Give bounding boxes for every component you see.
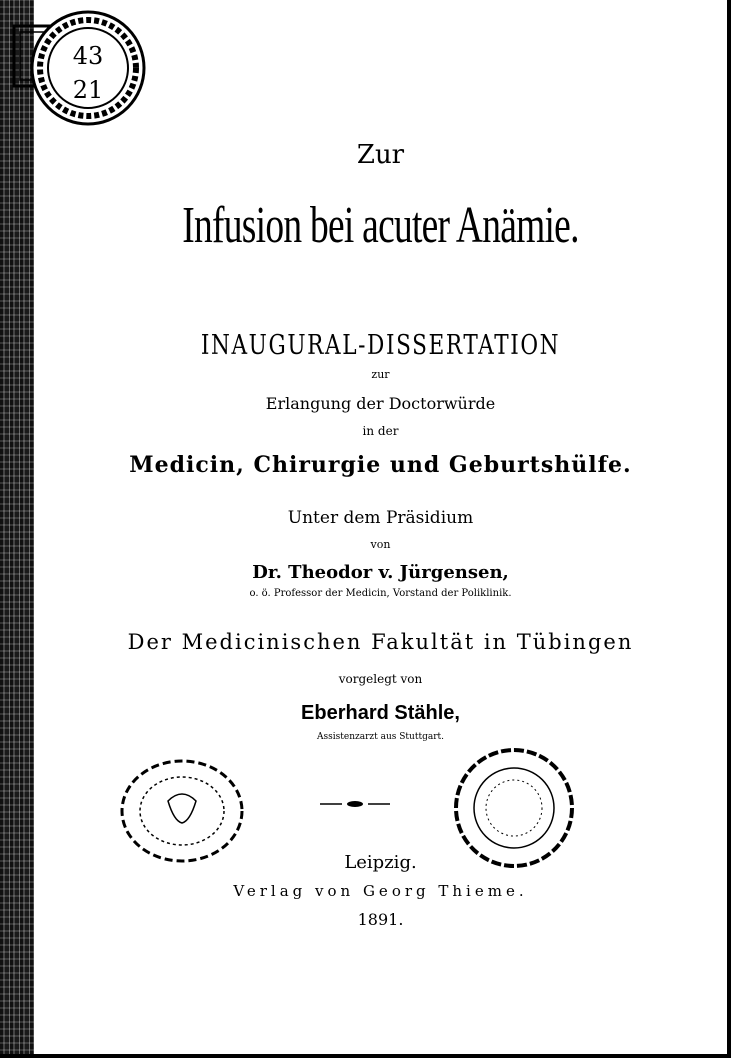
book-spine (0, 0, 34, 1058)
place: Leipzig. (344, 852, 417, 873)
title-prefix: Zur (356, 140, 405, 170)
zur-lower: zur (371, 368, 390, 381)
publisher: Verlag von Georg Thieme. (233, 882, 528, 900)
faculties-line: Medicin, Chirurgie und Geburtshülfe. (129, 452, 632, 478)
main-title: Infusion bei acuter Anämie. (182, 197, 579, 254)
president-title: o. ö. Professor der Medicin, Vorstand der Poliklinik. (249, 588, 512, 599)
stamp-number-top: 43 (72, 42, 104, 70)
president-name: Dr. Theodor v. Jürgensen, (252, 562, 509, 583)
unter-line: Unter dem Präsidium (287, 508, 474, 528)
von-line: von (370, 538, 391, 551)
faculty-line: Der Medicinischen Fakultät in Tübingen (127, 630, 634, 654)
dissertation-heading: INAUGURAL-DISSERTATION (200, 330, 561, 361)
page-edge-bottom (0, 1054, 731, 1058)
erlangung-line: Erlangung der Doctorwürde (265, 394, 496, 413)
page-edge-right (727, 0, 731, 1058)
year: 1891. (357, 910, 404, 929)
ornament-divider (320, 794, 390, 813)
vorgelegt-line: vorgelegt von (338, 672, 423, 686)
author-title: Assistenzarzt aus Stuttgart. (317, 732, 444, 742)
stamp-number-bottom: 21 (72, 76, 104, 104)
in-der-line: in der (362, 424, 399, 438)
library-stamp-top (12, 6, 147, 126)
author-name: Eberhard Stähle, (301, 702, 460, 724)
